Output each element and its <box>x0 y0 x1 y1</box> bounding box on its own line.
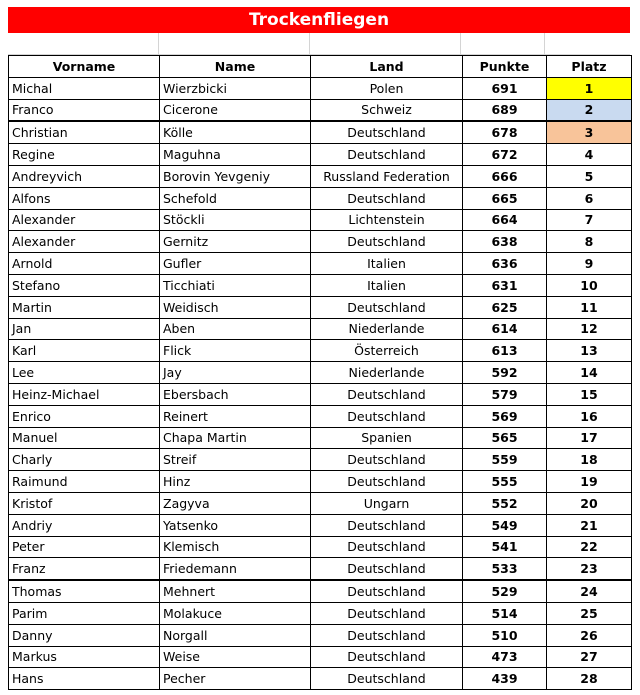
cell-vorname[interactable]: Kristof <box>9 492 160 514</box>
cell-vorname[interactable]: Parim <box>9 602 160 624</box>
cell-name[interactable]: Weise <box>160 646 311 668</box>
cell-vorname[interactable]: Alfons <box>9 187 160 209</box>
cell-land[interactable]: Deutschland <box>311 121 463 143</box>
table-row <box>9 492 632 514</box>
table-row <box>9 602 632 624</box>
cell-platz[interactable]: 19 <box>547 471 632 493</box>
table-row <box>9 624 632 646</box>
cell-land[interactable]: Deutschland <box>311 536 463 558</box>
cell-name[interactable]: Stöckli <box>160 209 311 231</box>
cell-platz[interactable]: 25 <box>547 602 632 624</box>
cell-punkte[interactable]: 510 <box>463 624 547 646</box>
cell-name[interactable]: Gufler <box>160 253 311 275</box>
table-row <box>9 121 632 143</box>
cell-platz[interactable]: 28 <box>547 668 632 690</box>
cell-land[interactable]: Deutschland <box>311 580 463 602</box>
cell-land[interactable]: Deutschland <box>311 471 463 493</box>
cell-platz[interactable]: 24 <box>547 580 632 602</box>
cell-land[interactable]: Italien <box>311 253 463 275</box>
cell-platz[interactable]: 11 <box>547 296 632 318</box>
table-row <box>9 427 632 449</box>
cell-name[interactable]: Streif <box>160 449 311 471</box>
cell-punkte[interactable]: 541 <box>463 536 547 558</box>
cell-vorname[interactable]: Hans <box>9 668 160 690</box>
cell-platz[interactable]: 17 <box>547 427 632 449</box>
table-row <box>9 318 632 340</box>
cell-land[interactable]: Deutschland <box>311 296 463 318</box>
table-row <box>9 340 632 362</box>
results-table <box>8 55 632 690</box>
cell-punkte[interactable]: 636 <box>463 253 547 275</box>
table-row <box>9 77 632 99</box>
cell-vorname[interactable]: Jan <box>9 318 160 340</box>
cell-name[interactable]: Mehnert <box>160 580 311 602</box>
cell-name[interactable]: Jay <box>160 362 311 384</box>
column-header-vorname[interactable]: Vorname <box>9 56 160 78</box>
cell-vorname[interactable]: Heinz-Michael <box>9 383 160 405</box>
cell-name[interactable]: Schefold <box>160 187 311 209</box>
cell-name[interactable]: Pecher <box>160 668 311 690</box>
cell-platz[interactable]: 4 <box>547 144 632 166</box>
cell-platz[interactable]: 2 <box>547 99 632 121</box>
cell-punkte[interactable]: 613 <box>463 340 547 362</box>
cell-land[interactable]: Deutschland <box>311 602 463 624</box>
table-body <box>9 77 632 689</box>
blank-cell[interactable] <box>461 33 545 54</box>
cell-punkte[interactable]: 565 <box>463 427 547 449</box>
cell-name[interactable]: Ticchiati <box>160 274 311 296</box>
cell-name[interactable]: Weidisch <box>160 296 311 318</box>
cell-land[interactable]: Deutschland <box>311 383 463 405</box>
cell-platz[interactable]: 27 <box>547 646 632 668</box>
column-header-punkte[interactable]: Punkte <box>463 56 547 78</box>
cell-punkte[interactable]: 569 <box>463 405 547 427</box>
cell-punkte[interactable]: 555 <box>463 471 547 493</box>
cell-vorname[interactable]: Peter <box>9 536 160 558</box>
cell-vorname[interactable]: Franz <box>9 558 160 580</box>
cell-platz[interactable]: 22 <box>547 536 632 558</box>
cell-name[interactable]: Friedemann <box>160 558 311 580</box>
cell-platz[interactable]: 18 <box>547 449 632 471</box>
table-row <box>9 209 632 231</box>
table-row <box>9 165 632 187</box>
cell-punkte[interactable]: 631 <box>463 274 547 296</box>
cell-punkte[interactable]: 625 <box>463 296 547 318</box>
cell-land[interactable]: Österreich <box>311 340 463 362</box>
table-row <box>9 536 632 558</box>
cell-vorname[interactable]: Karl <box>9 340 160 362</box>
cell-platz[interactable]: 8 <box>547 231 632 253</box>
cell-land[interactable]: Deutschland <box>311 646 463 668</box>
cell-land[interactable]: Deutschland <box>311 449 463 471</box>
table-row <box>9 362 632 384</box>
table-row <box>9 471 632 493</box>
table-row <box>9 383 632 405</box>
cell-land[interactable]: Deutschland <box>311 624 463 646</box>
cell-name[interactable]: Cicerone <box>160 99 311 121</box>
column-header-name[interactable]: Name <box>160 56 311 78</box>
blank-row <box>8 33 630 55</box>
cell-name[interactable]: Chapa Martin <box>160 427 311 449</box>
cell-vorname[interactable]: Thomas <box>9 580 160 602</box>
cell-land[interactable]: Deutschland <box>311 514 463 536</box>
cell-name[interactable]: Reinert <box>160 405 311 427</box>
cell-punkte[interactable]: 691 <box>463 77 547 99</box>
table-row <box>9 253 632 275</box>
cell-punkte[interactable]: 689 <box>463 99 547 121</box>
cell-platz[interactable]: 16 <box>547 405 632 427</box>
cell-vorname[interactable]: Franco <box>9 99 160 121</box>
cell-platz[interactable]: 7 <box>547 209 632 231</box>
cell-punkte[interactable]: 664 <box>463 209 547 231</box>
sheet-title: Trockenfliegen <box>8 7 630 33</box>
table-row <box>9 646 632 668</box>
cell-vorname[interactable]: Manuel <box>9 427 160 449</box>
table-row <box>9 274 632 296</box>
table-row <box>9 296 632 318</box>
table-row <box>9 449 632 471</box>
cell-land[interactable]: Deutschland <box>311 231 463 253</box>
cell-punkte[interactable]: 549 <box>463 514 547 536</box>
cell-land[interactable]: Spanien <box>311 427 463 449</box>
cell-vorname[interactable]: Raimund <box>9 471 160 493</box>
table-row <box>9 144 632 166</box>
cell-name[interactable]: Flick <box>160 340 311 362</box>
cell-land[interactable]: Deutschland <box>311 668 463 690</box>
cell-punkte[interactable]: 473 <box>463 646 547 668</box>
cell-platz[interactable]: 9 <box>547 253 632 275</box>
cell-platz[interactable]: 20 <box>547 492 632 514</box>
cell-name[interactable]: Hinz <box>160 471 311 493</box>
cell-name[interactable]: Norgall <box>160 624 311 646</box>
cell-platz[interactable]: 21 <box>547 514 632 536</box>
cell-vorname[interactable]: Regine <box>9 144 160 166</box>
cell-name[interactable]: Molakuce <box>160 602 311 624</box>
cell-punkte[interactable]: 533 <box>463 558 547 580</box>
cell-vorname[interactable]: Charly <box>9 449 160 471</box>
cell-vorname[interactable]: Danny <box>9 624 160 646</box>
cell-land[interactable]: Niederlande <box>311 318 463 340</box>
cell-punkte[interactable]: 665 <box>463 187 547 209</box>
cell-land[interactable]: Deutschland <box>311 405 463 427</box>
cell-vorname[interactable]: Lee <box>9 362 160 384</box>
cell-platz[interactable]: 13 <box>547 340 632 362</box>
cell-vorname[interactable]: Alexander <box>9 209 160 231</box>
cell-vorname[interactable]: Martin <box>9 296 160 318</box>
cell-land[interactable]: Niederlande <box>311 362 463 384</box>
cell-land[interactable]: Deutschland <box>311 187 463 209</box>
cell-punkte[interactable]: 579 <box>463 383 547 405</box>
cell-platz[interactable]: 1 <box>547 77 632 99</box>
cell-punkte[interactable]: 592 <box>463 362 547 384</box>
cell-name[interactable]: Ebersbach <box>160 383 311 405</box>
table-row <box>9 405 632 427</box>
cell-punkte[interactable]: 638 <box>463 231 547 253</box>
cell-name[interactable]: Maguhna <box>160 144 311 166</box>
cell-land[interactable]: Ungarn <box>311 492 463 514</box>
table-row <box>9 231 632 253</box>
cell-punkte[interactable]: 529 <box>463 580 547 602</box>
cell-name[interactable]: Zagyva <box>160 492 311 514</box>
cell-vorname[interactable]: Christian <box>9 121 160 143</box>
cell-punkte[interactable]: 439 <box>463 668 547 690</box>
cell-vorname[interactable]: Stefano <box>9 274 160 296</box>
cell-vorname[interactable]: Andreyvich <box>9 165 160 187</box>
cell-punkte[interactable]: 678 <box>463 121 547 143</box>
cell-punkte[interactable]: 614 <box>463 318 547 340</box>
header-row <box>9 56 632 78</box>
cell-land[interactable]: Deutschland <box>311 558 463 580</box>
cell-land[interactable]: Italien <box>311 274 463 296</box>
column-header-land[interactable]: Land <box>311 56 463 78</box>
cell-platz[interactable]: 23 <box>547 558 632 580</box>
cell-punkte[interactable]: 514 <box>463 602 547 624</box>
table-row <box>9 558 632 580</box>
cell-name[interactable]: Borovin Yevgeniy <box>160 165 311 187</box>
cell-platz[interactable]: 15 <box>547 383 632 405</box>
blank-cell[interactable] <box>8 33 159 54</box>
table-row <box>9 580 632 602</box>
column-header-platz[interactable]: Platz <box>547 56 632 78</box>
cell-vorname[interactable]: Michal <box>9 77 160 99</box>
cell-vorname[interactable]: Arnold <box>9 253 160 275</box>
cell-name[interactable]: Klemisch <box>160 536 311 558</box>
cell-name[interactable]: Kölle <box>160 121 311 143</box>
cell-vorname[interactable]: Enrico <box>9 405 160 427</box>
cell-land[interactable]: Schweiz <box>311 99 463 121</box>
table-row <box>9 668 632 690</box>
cell-platz[interactable]: 14 <box>547 362 632 384</box>
cell-punkte[interactable]: 552 <box>463 492 547 514</box>
table-row <box>9 514 632 536</box>
cell-punkte[interactable]: 559 <box>463 449 547 471</box>
blank-cell[interactable] <box>310 33 461 54</box>
cell-name[interactable]: Wierzbicki <box>160 77 311 99</box>
cell-name[interactable]: Aben <box>160 318 311 340</box>
cell-vorname[interactable]: Alexander <box>9 231 160 253</box>
cell-punkte[interactable]: 666 <box>463 165 547 187</box>
cell-land[interactable]: Polen <box>311 77 463 99</box>
cell-punkte[interactable]: 672 <box>463 144 547 166</box>
table-row <box>9 187 632 209</box>
cell-land[interactable]: Russland Federation <box>311 165 463 187</box>
cell-land[interactable]: Deutschland <box>311 144 463 166</box>
cell-platz[interactable]: 12 <box>547 318 632 340</box>
cell-vorname[interactable]: Andriy <box>9 514 160 536</box>
cell-platz[interactable]: 10 <box>547 274 632 296</box>
cell-name[interactable]: Yatsenko <box>160 514 311 536</box>
cell-platz[interactable]: 26 <box>547 624 632 646</box>
blank-cell[interactable] <box>159 33 310 54</box>
cell-platz[interactable]: 3 <box>547 121 632 143</box>
cell-name[interactable]: Gernitz <box>160 231 311 253</box>
cell-land[interactable]: Lichtenstein <box>311 209 463 231</box>
cell-platz[interactable]: 5 <box>547 165 632 187</box>
table-row <box>9 99 632 121</box>
cell-vorname[interactable]: Markus <box>9 646 160 668</box>
cell-platz[interactable]: 6 <box>547 187 632 209</box>
